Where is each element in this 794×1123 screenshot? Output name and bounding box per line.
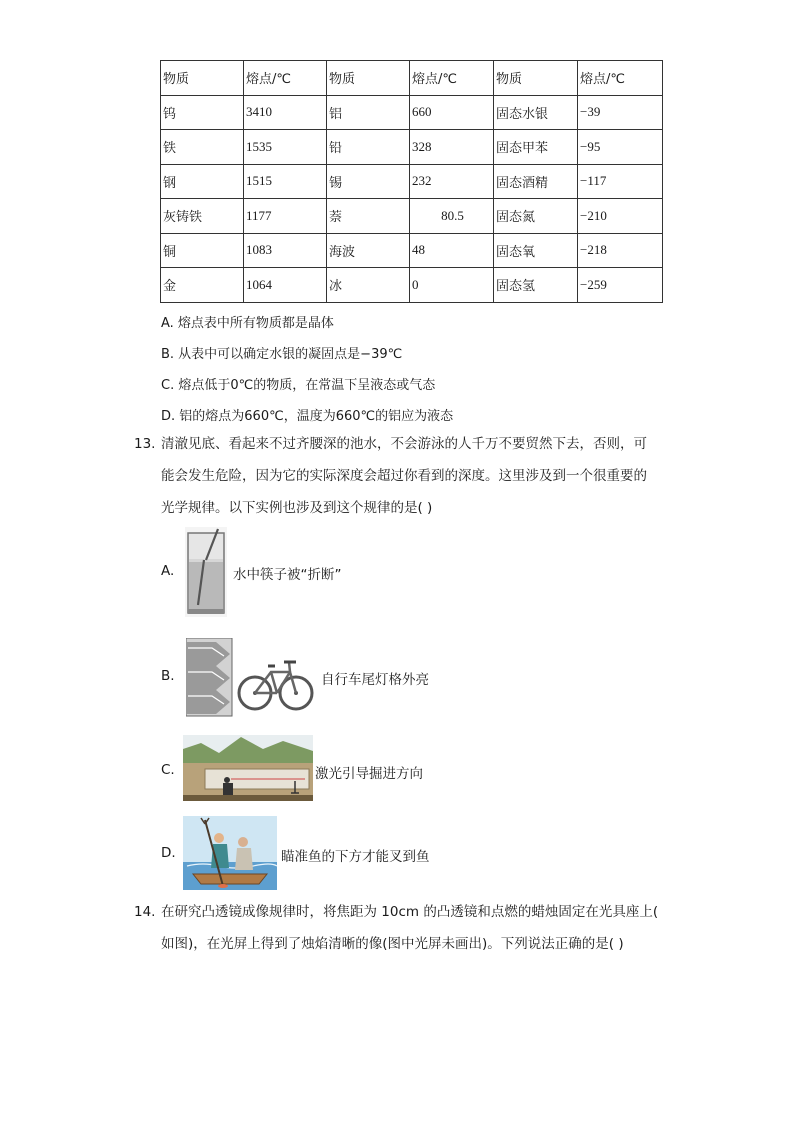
table-cell: 80.5 [410,199,494,234]
table-header-row [161,61,663,96]
table-cell: 固态氧 [494,233,578,268]
table-row [161,164,663,199]
table-cell: −95 [578,130,663,165]
laser-tunnel-image [183,735,313,801]
spear-fishing-image [183,816,277,890]
q12-option-d[interactable]: D. 铝的熔点为660℃，温度为660℃的铝应为液态 [161,409,454,424]
q12-option-c[interactable]: C. 熔点低于0℃的物质，在常温下呈液态或气态 [161,378,436,393]
q13-option-a-text: 水中筷子被“折断” [233,567,342,583]
table-cell: −210 [578,199,663,234]
table-cell: −39 [578,95,663,130]
melting-point-table [160,60,663,303]
table-cell: −218 [578,233,663,268]
table-cell: 灰铸铁 [161,199,244,234]
q13-option-b-label[interactable]: B. [161,668,175,684]
q12-option-a[interactable]: A. 熔点表中所有物质都是晶体 [161,316,334,331]
table-cell: 328 [410,130,494,165]
question-text-line: 清澈见底、看起来不过齐腰深的池水，不会游泳的人千万不要贸然下去，否则，可 [161,436,647,452]
table-cell: 萘 [327,199,410,234]
table-cell: 0 [410,268,494,303]
table-cell: 固态水银 [494,95,578,130]
table-row [161,199,663,234]
table-cell: 1064 [244,268,327,303]
table-cell: 1177 [244,199,327,234]
table-cell: 1083 [244,233,327,268]
q13-option-c-label[interactable]: C. [161,762,175,778]
glass-chopstick-image [184,527,228,617]
table-cell: 锡 [327,164,410,199]
table-cell: 1535 [244,130,327,165]
table-row [161,130,663,165]
table-cell: 48 [410,233,494,268]
table-cell: 3410 [244,95,327,130]
table-cell: 固态氮 [494,199,578,234]
table-cell: 232 [410,164,494,199]
q13-option-d-text: 瞄准鱼的下方才能叉到鱼 [281,849,430,865]
table-cell: 固态甲苯 [494,130,578,165]
question-13 [134,428,674,524]
question-14 [134,896,674,960]
question-text-line: 在研究凸透镜成像规律时，将焦距为 10cm 的凸透镜和点燃的蜡烛固定在光具座上( [161,904,659,920]
table-cell: 铅 [327,130,410,165]
question-number: 13. [134,436,156,452]
question-number: 14. [134,904,156,920]
table-row [161,268,663,303]
q13-option-a-label[interactable]: A. [161,563,175,579]
table-cell: 固态氢 [494,268,578,303]
table-cell: 固态酒精 [494,164,578,199]
table-cell: 物质 [494,61,578,96]
table-cell: 冰 [327,268,410,303]
table-cell: 1515 [244,164,327,199]
bike-reflector-image [186,638,316,718]
table-cell: 铜 [161,233,244,268]
table-row [161,95,663,130]
q13-option-c-text: 激光引导掘进方向 [315,766,423,782]
table-cell: 钢 [161,164,244,199]
table-cell: 铁 [161,130,244,165]
question-text-line: 如图)，在光屏上得到了烛焰清晰的像(图中光屏未画出)。下列说法正确的是( ) [161,936,624,952]
table-cell: 钨 [161,95,244,130]
table-cell: −259 [578,268,663,303]
table-cell: 金 [161,268,244,303]
question-text-line: 光学规律。以下实例也涉及到这个规律的是( ) [161,500,433,516]
table-cell: 物质 [161,61,244,96]
table-cell: 海波 [327,233,410,268]
q12-option-b[interactable]: B. 从表中可以确定水银的凝固点是−39℃ [161,347,403,362]
table-cell: 熔点/℃ [244,61,327,96]
table-cell: 铝 [327,95,410,130]
q13-option-d-label[interactable]: D. [161,845,176,861]
table-cell: 物质 [327,61,410,96]
question-text-line: 能会发生危险，因为它的实际深度会超过你看到的深度。这里涉及到一个很重要的 [161,468,647,484]
table-cell: 熔点/℃ [578,61,663,96]
q13-option-b-text: 自行车尾灯格外亮 [321,672,429,688]
table-cell: 660 [410,95,494,130]
table-row [161,233,663,268]
table-cell: 熔点/℃ [410,61,494,96]
table-cell: −117 [578,164,663,199]
